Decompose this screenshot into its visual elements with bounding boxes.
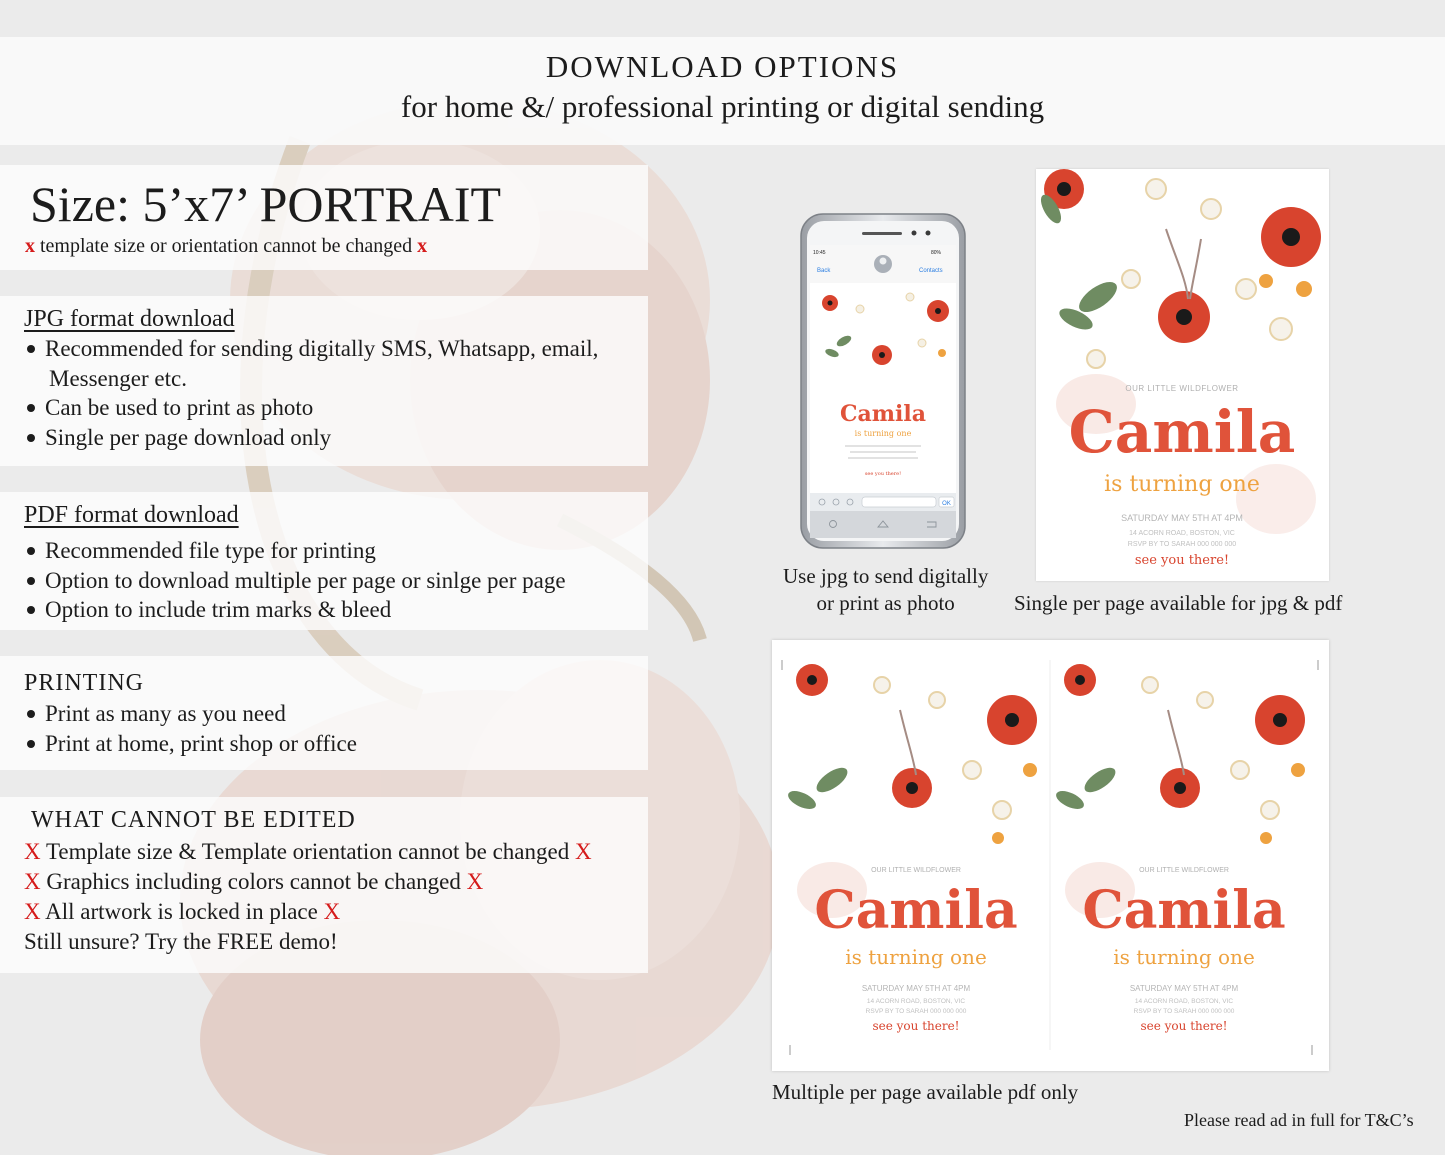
red-x-mark: x xyxy=(25,235,35,257)
invite-closing: see you there! xyxy=(1134,553,1230,568)
multi-caption: Multiple per page available pdf only xyxy=(772,1080,1079,1104)
phone-time: 10:45 xyxy=(813,250,826,256)
red-x-mark: X xyxy=(24,869,41,894)
bullet-icon xyxy=(27,740,35,748)
phone-invite-closing: see you there! xyxy=(864,471,902,477)
terms-footnote: Please read ad in full for T&C’s xyxy=(1184,1110,1414,1130)
list-item xyxy=(24,566,566,596)
phone-battery: 80% xyxy=(931,250,942,256)
jpg-heading: JPG format download xyxy=(24,306,235,332)
invite-tagline: is turning one xyxy=(1113,945,1255,969)
invite-tagline: is turning one xyxy=(845,945,987,969)
size-title: Size: 5’x7’ PORTRAIT xyxy=(30,176,502,232)
bullet-icon xyxy=(27,404,35,412)
jpg-panel xyxy=(0,296,648,466)
invite-detail-line: RSVP BY TO SARAH 000 000 000 xyxy=(1127,541,1237,548)
list-item-text: All artwork is locked in place xyxy=(45,899,318,924)
list-item xyxy=(24,536,376,566)
single-caption: Single per page available for jpg & pdf xyxy=(1014,591,1343,615)
red-x-mark: X xyxy=(323,899,341,924)
invite-detail-line: 14 ACORN ROAD, BOSTON, VIC xyxy=(1129,530,1235,537)
invite-name: Camila xyxy=(1068,398,1296,466)
header-banner xyxy=(0,37,1445,145)
list-item xyxy=(24,729,357,759)
size-panel xyxy=(0,165,648,270)
list-item-text: Can be used to print as photo xyxy=(45,395,314,420)
invite-eyebrow: OUR LITTLE WILDFLOWER xyxy=(1125,384,1239,393)
contacts-link: Contacts xyxy=(919,268,943,274)
phone-caption-line1: Use jpg to send digitally xyxy=(783,564,989,588)
list-item-text: Single per page download only xyxy=(45,425,332,450)
demo-note: Still unsure? Try the FREE demo! xyxy=(24,929,338,954)
invite-eyebrow: OUR LITTLE WILDFLOWER xyxy=(1139,867,1229,874)
list-item-text: Recommended for sending digitally SMS, Whatsapp, email, xyxy=(45,336,599,361)
invite-eyebrow: OUR LITTLE WILDFLOWER xyxy=(871,867,961,874)
invite-detail-line: 14 ACORN ROAD, BOSTON, VIC xyxy=(1134,998,1234,1005)
list-item-text: Graphics including colors cannot be changed xyxy=(46,869,461,894)
phone-invite-tagline: is turning one xyxy=(854,429,912,438)
invite-name: Camila xyxy=(1082,880,1286,941)
single-invite-card xyxy=(1036,169,1329,581)
list-item xyxy=(24,699,286,729)
bullet-icon xyxy=(27,345,35,353)
invite-closing: see you there! xyxy=(1140,1019,1228,1033)
bullet-icon xyxy=(27,577,35,585)
invite-detail-line: RSVP BY TO SARAH 000 000 000 xyxy=(865,1008,967,1015)
page-subtitle: for home &/ professional printing or digital sending xyxy=(400,89,1045,124)
multi-invite-artwork xyxy=(772,640,1329,1071)
back-link: Back xyxy=(817,268,831,274)
size-note xyxy=(25,235,427,258)
invite-detail-line: RSVP BY TO SARAH 000 000 000 xyxy=(1133,1008,1235,1015)
list-item-text: Print as many as you need xyxy=(45,701,286,726)
list-item-text: Print at home, print shop or office xyxy=(45,731,357,756)
red-x-mark: X xyxy=(466,869,484,894)
invite-name: Camila xyxy=(814,880,1018,941)
bullet-icon xyxy=(27,547,35,555)
page-title: DOWNLOAD OPTIONS xyxy=(545,49,900,84)
pdf-panel xyxy=(0,492,648,630)
list-item-text: Option to download multiple per page or sinlge per page xyxy=(45,568,566,593)
single-invite-artwork xyxy=(1036,169,1329,581)
list-item-continued: Messenger etc. xyxy=(49,366,187,391)
size-note-text: template size or orientation cannot be changed xyxy=(40,235,413,257)
list-item-text: Option to include trim marks & bleed xyxy=(45,597,392,622)
red-x-mark: X xyxy=(24,899,41,924)
list-item-text: Recommended file type for printing xyxy=(45,538,376,563)
invite-detail-line: SATURDAY MAY 5TH AT 4PM xyxy=(861,984,971,993)
list-item xyxy=(24,595,391,625)
invite-detail-line: 14 ACORN ROAD, BOSTON, VIC xyxy=(866,998,966,1005)
list-item xyxy=(24,393,313,423)
cannot-edit-heading: WHAT CANNOT BE EDITED xyxy=(31,807,356,833)
list-item xyxy=(24,423,331,453)
phone-invite-name: Camila xyxy=(839,401,927,427)
phone-mockup xyxy=(800,213,966,549)
multi-invite-sheet xyxy=(772,640,1329,1071)
red-x-mark: X xyxy=(24,839,41,864)
bullet-icon xyxy=(27,434,35,442)
list-item xyxy=(24,334,598,364)
invite-detail-line: SATURDAY MAY 5TH AT 4PM xyxy=(1129,984,1239,993)
list-item xyxy=(24,899,340,925)
invite-tagline: is turning one xyxy=(1104,472,1260,497)
printing-heading: PRINTING xyxy=(24,670,144,696)
red-x-mark: X xyxy=(574,839,592,864)
phone-caption-line2: or print as photo xyxy=(816,591,955,615)
invite-detail-line: SATURDAY MAY 5TH AT 4PM xyxy=(1121,513,1243,523)
phone-caption xyxy=(783,564,988,616)
invite-closing: see you there! xyxy=(872,1019,960,1033)
list-item-text: Template size & Template orientation cannot be changed xyxy=(45,839,570,864)
red-x-mark: x xyxy=(417,235,428,257)
list-item xyxy=(24,839,592,865)
phone-send-button: OK xyxy=(942,501,951,507)
printing-panel xyxy=(0,656,648,770)
cannot-edit-panel xyxy=(0,797,648,973)
bullet-icon xyxy=(27,606,35,614)
bullet-icon xyxy=(27,710,35,718)
list-item xyxy=(24,869,483,895)
pdf-heading: PDF format download xyxy=(24,502,239,528)
